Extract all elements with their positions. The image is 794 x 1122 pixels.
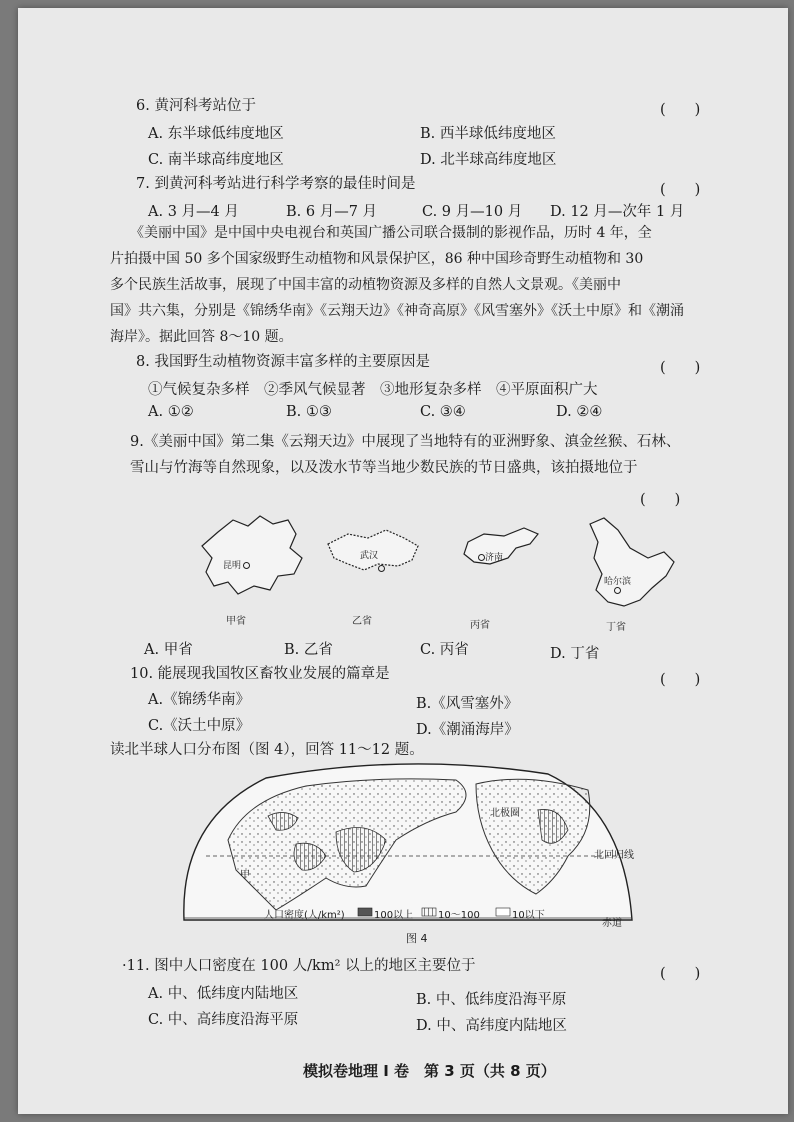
option-9d: D. 丁省 (550, 646, 600, 662)
page-footer: 模拟卷地理 Ⅰ 卷 第 3 页（共 8 页） (303, 1062, 556, 1080)
option-6d: D. 北半球高纬度地区 (420, 152, 557, 168)
question-8: 8. 我国野生动植物资源丰富多样的主要原因是 (136, 354, 430, 370)
city-marker-icon (614, 587, 621, 594)
option-10c: C.《沃土中原》 (148, 718, 251, 734)
option-10d: D.《潮涌海岸》 (416, 722, 519, 738)
equator-label: 赤道 (602, 918, 622, 929)
city-marker-icon (243, 562, 250, 569)
city-label-jinan: 济南 (476, 550, 503, 563)
option-8d: D. ②④ (556, 404, 603, 420)
option-7c: C. 9 月—10 月 (422, 204, 523, 220)
map-label-yi: 乙省 (352, 616, 372, 627)
legend-title: 人口密度(人/km²) (264, 910, 345, 921)
option-8b: B. ①③ (286, 404, 332, 420)
question-10: 10. 能展现我国牧区畜牧业发展的篇章是 (130, 666, 390, 682)
legend-box-high (358, 908, 372, 916)
legend-label-mid: 10～100 (438, 910, 480, 921)
map-intro: 读北半球人口分布图（图 4），回答 11～12 题。 (110, 742, 424, 758)
option-11a: A. 中、低纬度内陆地区 (148, 986, 299, 1002)
city-label-harbin: 哈尔滨 (604, 577, 632, 587)
answer-blank-7: ( ) (660, 182, 701, 198)
map-label-jia: 甲省 (226, 616, 246, 627)
option-6c: C. 南半球高纬度地区 (148, 152, 284, 168)
city-marker-icon (378, 565, 385, 572)
province-ding-outline (590, 518, 674, 606)
passage-line: 国》共六集，分别是《锦绣华南》《云翔天边》《神奇高原》《风雪塞外》《沃土中原》和《潮涌 (110, 303, 684, 319)
option-9a: A. 甲省 (144, 642, 193, 658)
answer-blank-9: ( ) (640, 492, 681, 508)
map-label-ding: 丁省 (606, 622, 626, 633)
city-marker-harbin (612, 586, 621, 596)
answer-blank-10: ( ) (660, 672, 701, 688)
option-9b: B. 乙省 (284, 642, 333, 658)
answer-blank-8: ( ) (660, 360, 701, 376)
legend-label-high: 100以上 (374, 910, 414, 921)
question-9-line2: 雪山与竹海等自然现象，以及泼水节等当地少数民族的节日盛典，该拍摄地位于 (130, 460, 638, 476)
option-11d: D. 中、高纬度内陆地区 (416, 1018, 567, 1034)
province-maps (178, 502, 698, 634)
region-label-jia: 甲 (240, 870, 250, 881)
arctic-circle-label: 北极圈 (490, 804, 520, 819)
legend-box-low (496, 908, 510, 916)
legend-label-low: 10以下 (512, 910, 545, 921)
passage-line: 海岸》。据此回答 8～10 题。 (110, 329, 293, 345)
option-6b: B. 西半球低纬度地区 (420, 126, 556, 142)
option-11c: C. 中、高纬度沿海平原 (148, 1012, 299, 1028)
option-9c: C. 丙省 (420, 642, 469, 658)
answer-blank-11: ( ) (660, 966, 701, 982)
option-10b: B.《风雪塞外》 (416, 696, 519, 712)
option-8a: A. ①② (148, 404, 194, 420)
question-9: 9.《美丽中国》第二集《云翔天边》中展现了当地特有的亚洲野象、滇金丝猴、石林、 (130, 434, 681, 450)
exam-page (18, 8, 788, 1114)
map-label-bing: 丙省 (470, 620, 490, 631)
option-7b: B. 6 月—7 月 (286, 204, 378, 220)
answer-blank-6: ( ) (660, 102, 701, 118)
city-label-wuhan: 武汉 (360, 551, 379, 561)
option-11b: B. 中、低纬度沿海平原 (416, 992, 567, 1008)
question-11: ·11. 图中人口密度在 100 人/km² 以上的地区主要位于 (122, 958, 476, 974)
option-8c: C. ③④ (420, 404, 466, 420)
legend-box-mid (422, 908, 436, 916)
question-8-statements: ①气候复杂多样 ②季风气候显著 ③地形复杂多样 ④平原面积广大 (148, 382, 598, 398)
question-7: 7. 到黄河科考站进行科学考察的最佳时间是 (136, 176, 416, 192)
option-6a: A. 东半球低纬度地区 (148, 126, 284, 142)
passage-line: 《美丽中国》是中国中央电视台和英国广播公司联合摄制的影视作品，历时 4 年，全 (130, 225, 652, 241)
province-jia-outline (202, 516, 302, 594)
passage-line: 片拍摄中国 50 多个国家级野生动植物和风景保护区，86 种中国珍奇野生动植物和 30 (110, 251, 644, 267)
option-7a: A. 3 月—4 月 (148, 204, 239, 220)
option-10a: A.《锦绣华南》 (148, 692, 251, 708)
figure-caption: 图 4 (406, 932, 428, 945)
passage-line: 多个民族生活故事，展现了中国丰富的动植物资源及多样的自然人文景观。《美丽中 (110, 277, 621, 293)
city-label-kunming: 昆明 (223, 558, 250, 571)
option-7d: D. 12 月—次年 1 月 (550, 204, 685, 220)
city-marker-icon (478, 554, 485, 561)
tropic-label: 北回归线 (594, 850, 634, 861)
city-marker-wuhan (376, 564, 385, 574)
question-6: 6. 黄河科考站位于 (136, 98, 256, 114)
